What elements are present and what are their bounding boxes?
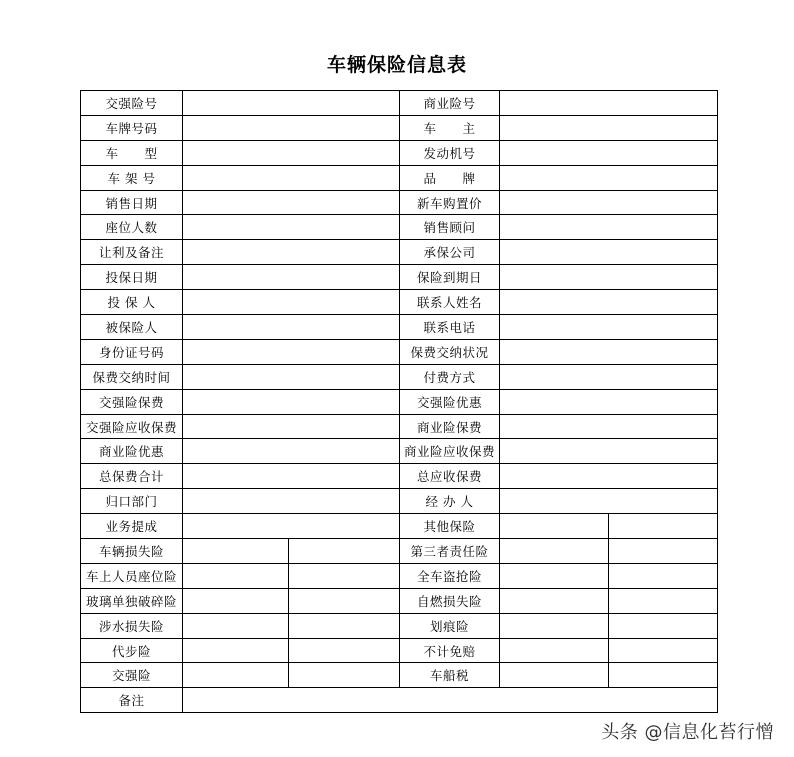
field-value[interactable] <box>183 339 400 364</box>
form-row <box>81 439 718 464</box>
field-value[interactable] <box>500 464 718 489</box>
field-value[interactable] <box>609 613 718 638</box>
field-label: 投保日期 <box>81 265 183 290</box>
field-value[interactable] <box>183 588 289 613</box>
field-value[interactable] <box>500 638 609 663</box>
field-label: 品 牌 <box>400 165 500 190</box>
coverage-label: 全车盗抢险 <box>400 563 500 588</box>
field-value[interactable] <box>289 563 400 588</box>
field-label: 商业险优惠 <box>81 439 183 464</box>
field-value[interactable] <box>500 663 609 688</box>
field-value[interactable] <box>500 215 718 240</box>
field-value[interactable] <box>500 240 718 265</box>
field-label: 经 办 人 <box>400 489 500 514</box>
coverage-row <box>81 663 718 688</box>
field-value[interactable] <box>289 663 400 688</box>
field-value[interactable] <box>500 315 718 340</box>
field-value[interactable] <box>609 514 718 539</box>
field-value[interactable] <box>183 215 400 240</box>
field-value[interactable] <box>183 364 400 389</box>
coverage-label: 涉水损失险 <box>81 613 183 638</box>
form-row <box>81 514 718 539</box>
field-value[interactable] <box>500 439 718 464</box>
coverage-label: 车辆损失险 <box>81 539 183 564</box>
form-title: 车辆保险信息表 <box>326 54 467 76</box>
field-value[interactable] <box>500 514 609 539</box>
field-value[interactable] <box>183 140 400 165</box>
field-value[interactable] <box>183 514 400 539</box>
field-value[interactable] <box>609 638 718 663</box>
field-value[interactable] <box>183 464 400 489</box>
field-label: 总应收保费 <box>400 464 500 489</box>
field-value[interactable] <box>500 539 609 564</box>
field-value[interactable] <box>183 563 289 588</box>
field-value[interactable] <box>183 240 400 265</box>
form-row <box>81 140 718 165</box>
field-label: 让利及备注 <box>81 240 183 265</box>
field-label: 车 架 号 <box>81 165 183 190</box>
field-value[interactable] <box>183 663 289 688</box>
field-value[interactable] <box>500 91 718 116</box>
field-value[interactable] <box>500 140 718 165</box>
field-label: 车 型 <box>81 140 183 165</box>
field-value[interactable] <box>500 563 609 588</box>
field-value[interactable] <box>500 190 718 215</box>
field-label: 被保险人 <box>81 315 183 340</box>
field-value[interactable] <box>609 663 718 688</box>
field-label: 联系人姓名 <box>400 290 500 315</box>
coverage-label: 玻璃单独破碎险 <box>81 588 183 613</box>
field-label: 发动机号 <box>400 140 500 165</box>
notes-value[interactable] <box>183 688 718 713</box>
field-value[interactable] <box>183 414 400 439</box>
field-value[interactable] <box>500 265 718 290</box>
field-label: 商业险号 <box>400 91 500 116</box>
coverage-label: 第三者责任险 <box>400 539 500 564</box>
form-row <box>81 364 718 389</box>
field-value[interactable] <box>183 315 400 340</box>
field-label: 车 主 <box>400 115 500 140</box>
form-row <box>81 215 718 240</box>
field-label: 联系电话 <box>400 315 500 340</box>
field-label: 保费交纳状况 <box>400 339 500 364</box>
form-row <box>81 265 718 290</box>
field-value[interactable] <box>183 439 400 464</box>
field-label: 承保公司 <box>400 240 500 265</box>
field-label: 投 保 人 <box>81 290 183 315</box>
field-value[interactable] <box>183 91 400 116</box>
field-label: 身份证号码 <box>81 339 183 364</box>
coverage-label: 自燃损失险 <box>400 588 500 613</box>
coverage-row <box>81 638 718 663</box>
form-row <box>81 115 718 140</box>
field-value[interactable] <box>183 115 400 140</box>
form-row <box>81 240 718 265</box>
field-value[interactable] <box>289 588 400 613</box>
form-row <box>81 414 718 439</box>
field-value[interactable] <box>500 414 718 439</box>
field-label: 总保费合计 <box>81 464 183 489</box>
field-value[interactable] <box>500 588 609 613</box>
form-row <box>81 165 718 190</box>
field-value[interactable] <box>183 165 400 190</box>
coverage-row <box>81 563 718 588</box>
field-value[interactable] <box>609 563 718 588</box>
field-value[interactable] <box>500 613 609 638</box>
field-value[interactable] <box>183 613 289 638</box>
field-label: 销售日期 <box>81 190 183 215</box>
field-label: 其他保险 <box>400 514 500 539</box>
vehicle-insurance-form <box>80 90 718 713</box>
field-value[interactable] <box>500 290 718 315</box>
field-label: 商业险保费 <box>400 414 500 439</box>
field-label: 新车购置价 <box>400 190 500 215</box>
field-value[interactable] <box>183 190 400 215</box>
form-row <box>81 91 718 116</box>
field-value[interactable] <box>183 265 400 290</box>
field-value[interactable] <box>183 389 400 414</box>
form-row <box>81 464 718 489</box>
coverage-row <box>81 613 718 638</box>
field-label: 交强险保费 <box>81 389 183 414</box>
form-row <box>81 339 718 364</box>
field-value[interactable] <box>500 115 718 140</box>
field-value[interactable] <box>183 290 400 315</box>
field-value[interactable] <box>183 638 289 663</box>
field-value[interactable] <box>289 539 400 564</box>
coverage-label: 划痕险 <box>400 613 500 638</box>
coverage-label: 车上人员座位险 <box>81 563 183 588</box>
coverage-row <box>81 588 718 613</box>
field-value[interactable] <box>289 638 400 663</box>
form-row <box>81 489 718 514</box>
field-value[interactable] <box>289 613 400 638</box>
field-value[interactable] <box>500 339 718 364</box>
notes-label: 备注 <box>81 688 183 713</box>
field-label: 保费交纳时间 <box>81 364 183 389</box>
coverage-label: 车船税 <box>400 663 500 688</box>
notes-row <box>81 688 718 713</box>
field-label: 业务提成 <box>81 514 183 539</box>
field-value[interactable] <box>183 539 289 564</box>
coverage-row <box>81 539 718 564</box>
field-label: 车牌号码 <box>81 115 183 140</box>
field-label: 交强险应收保费 <box>81 414 183 439</box>
field-label: 归口部门 <box>81 489 183 514</box>
coverage-label: 代步险 <box>81 638 183 663</box>
form-row <box>81 190 718 215</box>
field-label: 座位人数 <box>81 215 183 240</box>
form-row <box>81 389 718 414</box>
field-value[interactable] <box>183 489 400 514</box>
field-value[interactable] <box>500 364 718 389</box>
form-row <box>81 290 718 315</box>
coverage-label: 交强险 <box>81 663 183 688</box>
field-value[interactable] <box>609 588 718 613</box>
watermark: 头条 @信息化苔行憎 <box>601 722 774 743</box>
field-label: 保险到期日 <box>400 265 500 290</box>
field-value[interactable] <box>609 539 718 564</box>
field-label: 付费方式 <box>400 364 500 389</box>
field-label: 交强险号 <box>81 91 183 116</box>
coverage-label: 不计免赔 <box>400 638 500 663</box>
field-value[interactable] <box>500 165 718 190</box>
field-label: 销售顾问 <box>400 215 500 240</box>
field-value[interactable] <box>500 489 718 514</box>
field-label: 交强险优惠 <box>400 389 500 414</box>
form-row <box>81 315 718 340</box>
field-label: 商业险应收保费 <box>400 439 500 464</box>
field-value[interactable] <box>500 389 718 414</box>
